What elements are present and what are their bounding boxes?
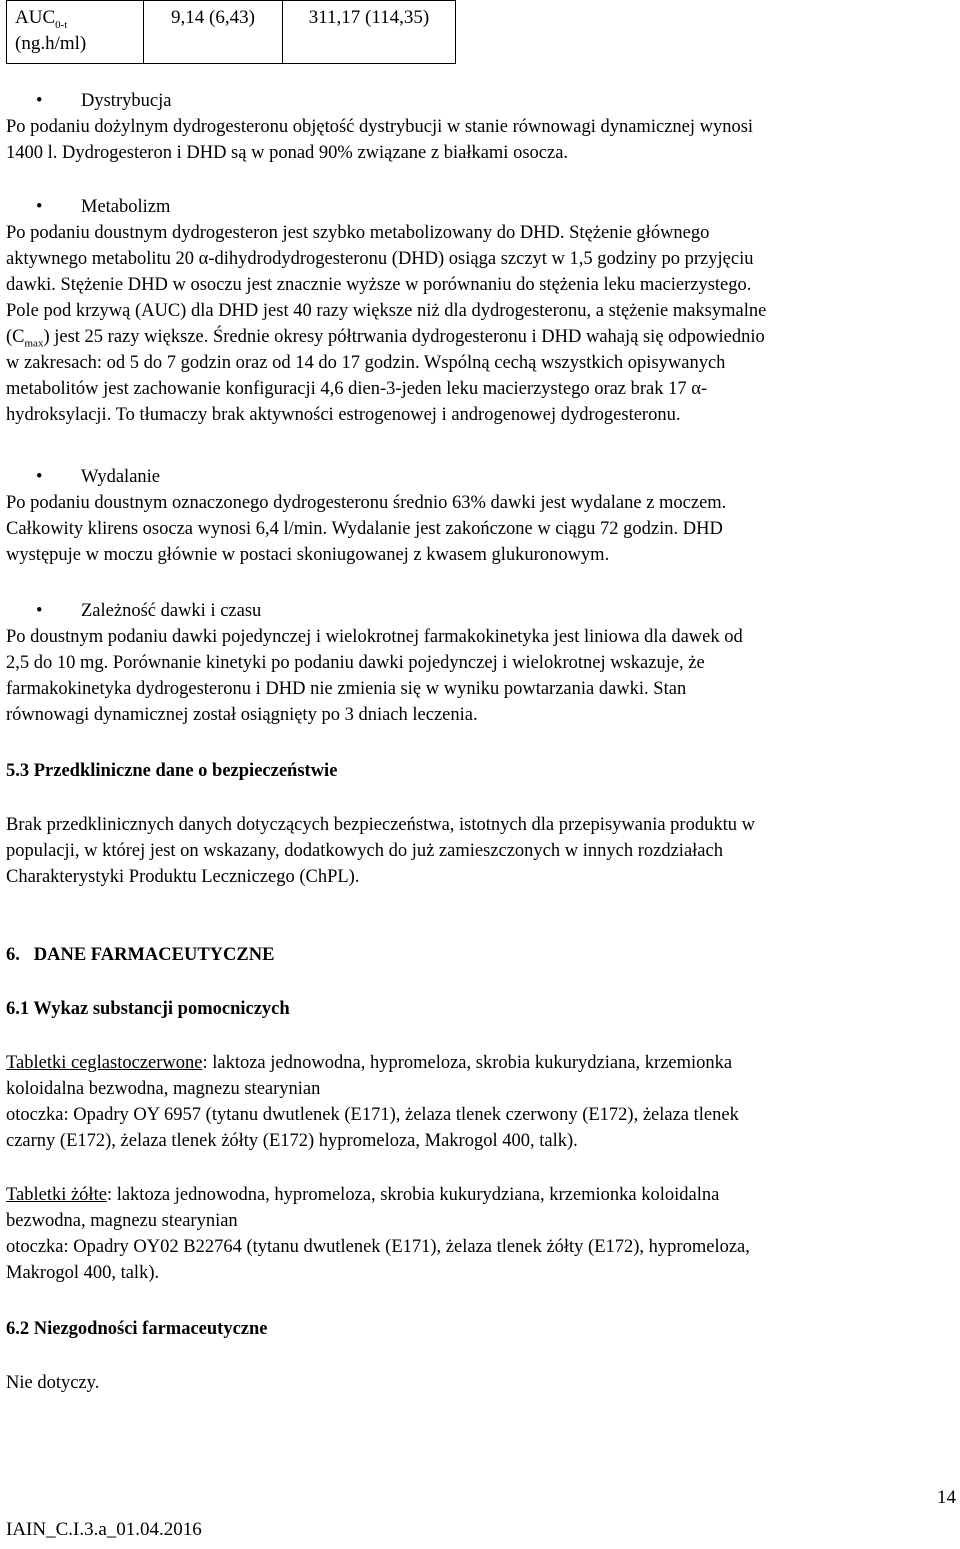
dose-time-line: 2,5 do 10 mg. Porównanie kinetyki po podaniu dawki pojedynczej i wielokrotnej wskazuje, że [6,653,705,673]
pink-tablets-line: koloidalna bezwodna, magnezu stearynian [6,1079,321,1099]
pink-coating-line: otoczka: Opadry OY 6957 (tytanu dwutlenek (E171), żelaza tlenek czerwony (E172), żelaza tlenek [6,1105,739,1125]
pink-tablets-text: : laktoza jednowodna, hypromeloza, skrobia kukurydziana, krzemionka [202,1053,733,1073]
cmax-rest: ) jest 25 razy większe. Średnie okresy półtrwania dydrogesteronu i DHD wahają się odpowiednio [43,327,765,347]
table-row [7,1,456,64]
section-6-2-heading: 6.2 Niezgodności farmaceutyczne [6,1319,268,1339]
pk-table [6,0,456,64]
section-6-2-text: Nie dotyczy. [6,1373,100,1393]
cmax-sub: max [24,337,44,350]
excretion-heading: Wydalanie [81,467,161,487]
excretion-line: Po podaniu doustnym oznaczonego dydrogesteronu średnio 63% dawki jest wydalane z moczem. [6,493,727,513]
yellow-tablets-line: bezwodna, magnezu stearynian [6,1211,238,1231]
metabolism-line: hydroksylacji. To tłumaczy brak aktywności estrogenowej i androgenowej dydrogesteronu. [6,405,681,425]
metabolism-line: aktywnego metabolitu 20 α-dihydrodydrogesteronu (DHD) osiąga szczyt w 1,5 godziny po przyjęciu [6,249,754,269]
dose-time-line: Po doustnym podaniu dawki pojedynczej i wielokrotnej farmakokinetyka jest liniowa dla dawek od [6,627,743,647]
metabolism-line: Po podaniu doustnym dydrogesteron jest szybko metabolizowany do DHD. Stężenie głównego [6,223,710,243]
pink-coating-line: czarny (E172), żelaza tlenek żółty (E172) hypromeloza, Makrogol 400, talk). [6,1131,578,1151]
excretion-line: występuje w moczu głównie w postaci skoniugowanej z kwasem glukuronowym. [6,545,610,565]
metabolism-line: metabolitów jest zachowanie konfiguracji 4,6 dien-3-jeden leku macierzystego oraz brak 17 α- [6,379,708,399]
pk-value-1: 9,14 (6,43) [144,1,283,64]
pk-row-label [7,1,144,64]
yellow-coating-line: Makrogol 400, talk). [6,1263,160,1283]
metabolism-line [6,324,946,350]
dose-time-heading: Zależność dawki i czasu [81,601,262,621]
section-5-3-line: Brak przedklinicznych danych dotyczących bezpieczeństwa, istotnych dla przepisywania produktu w [6,815,755,835]
distribution-line: Po podaniu dożylnym dydrogesteronu objętość dystrybucji w stanie równowagi dynamicznej wynosi [6,117,754,137]
distribution-line: 1400 l. Dydrogesteron i DHD są w ponad 90% związane z białkami osocza. [6,143,569,163]
auc-unit: (ng.h/ml) [15,33,87,54]
yellow-tablets-line [6,1182,946,1208]
distribution-heading: Dystrybucja [81,91,172,111]
pink-tablets-line [6,1050,946,1076]
section-5-3-heading: 5.3 Przedkliniczne dane o bezpieczeństwie [6,761,338,781]
bullet-icon: • [36,91,43,111]
auc-label: AUC [15,7,56,28]
yellow-coating-line: otoczka: Opadry OY02 B22764 (tytanu dwutlenek (E171), żelaza tlenek żółty (E172), hypromeloza, [6,1237,750,1257]
section-5-3-line: populacji, w której jest on wskazany, dodatkowych do już zamieszczonych w innych rozdziałach [6,841,723,861]
section-6-1-heading: 6.1 Wykaz substancji pomocniczych [6,999,290,1019]
dose-time-line: równowagi dynamicznej został osiągnięty po 3 dniach leczenia. [6,705,478,725]
page-number: 14 [937,1487,956,1508]
excretion-line: Całkowity klirens osocza wynosi 6,4 l/min. Wydalanie jest zakończone w ciągu 72 godzin. DHD [6,519,723,539]
bullet-icon: • [36,197,43,217]
cmax-open: (C [6,327,25,347]
dose-time-line: farmakokinetyka dydrogesteronu i DHD nie zmienia się w wyniku powtarzania dawki. Stan [6,679,687,699]
bullet-icon: • [36,467,43,487]
document-code: IAIN_C.I.3.a_01.04.2016 [6,1519,202,1540]
metabolism-line: dawki. Stężenie DHD w osoczu jest znacznie wyższe w porównaniu do stężenia leku macierzystego. [6,275,752,295]
pk-value-2: 311,17 (114,35) [283,1,456,64]
metabolism-heading: Metabolizm [81,197,171,217]
metabolism-line: Pole pod krzywą (AUC) dla DHD jest 40 razy większe niż dla dydrogesteronu, a stężenie maksymalne [6,301,767,321]
yellow-tablets-label: Tabletki żółte [6,1185,107,1205]
section-6-heading: 6. DANE FARMACEUTYCZNE [6,945,275,965]
auc-sub: 0-t [55,18,68,31]
bullet-icon: • [36,601,43,621]
section-5-3-line: Charakterystyki Produktu Leczniczego (ChPL). [6,867,360,887]
yellow-tablets-text: : laktoza jednowodna, hypromeloza, skrobia kukurydziana, krzemionka koloidalna [106,1185,720,1205]
metabolism-line: w zakresach: od 5 do 7 godzin oraz od 14 do 17 godzin. Wspólną cechą wszystkich opisywanych [6,353,726,373]
pink-tablets-label: Tabletki ceglastoczerwone [6,1053,203,1073]
